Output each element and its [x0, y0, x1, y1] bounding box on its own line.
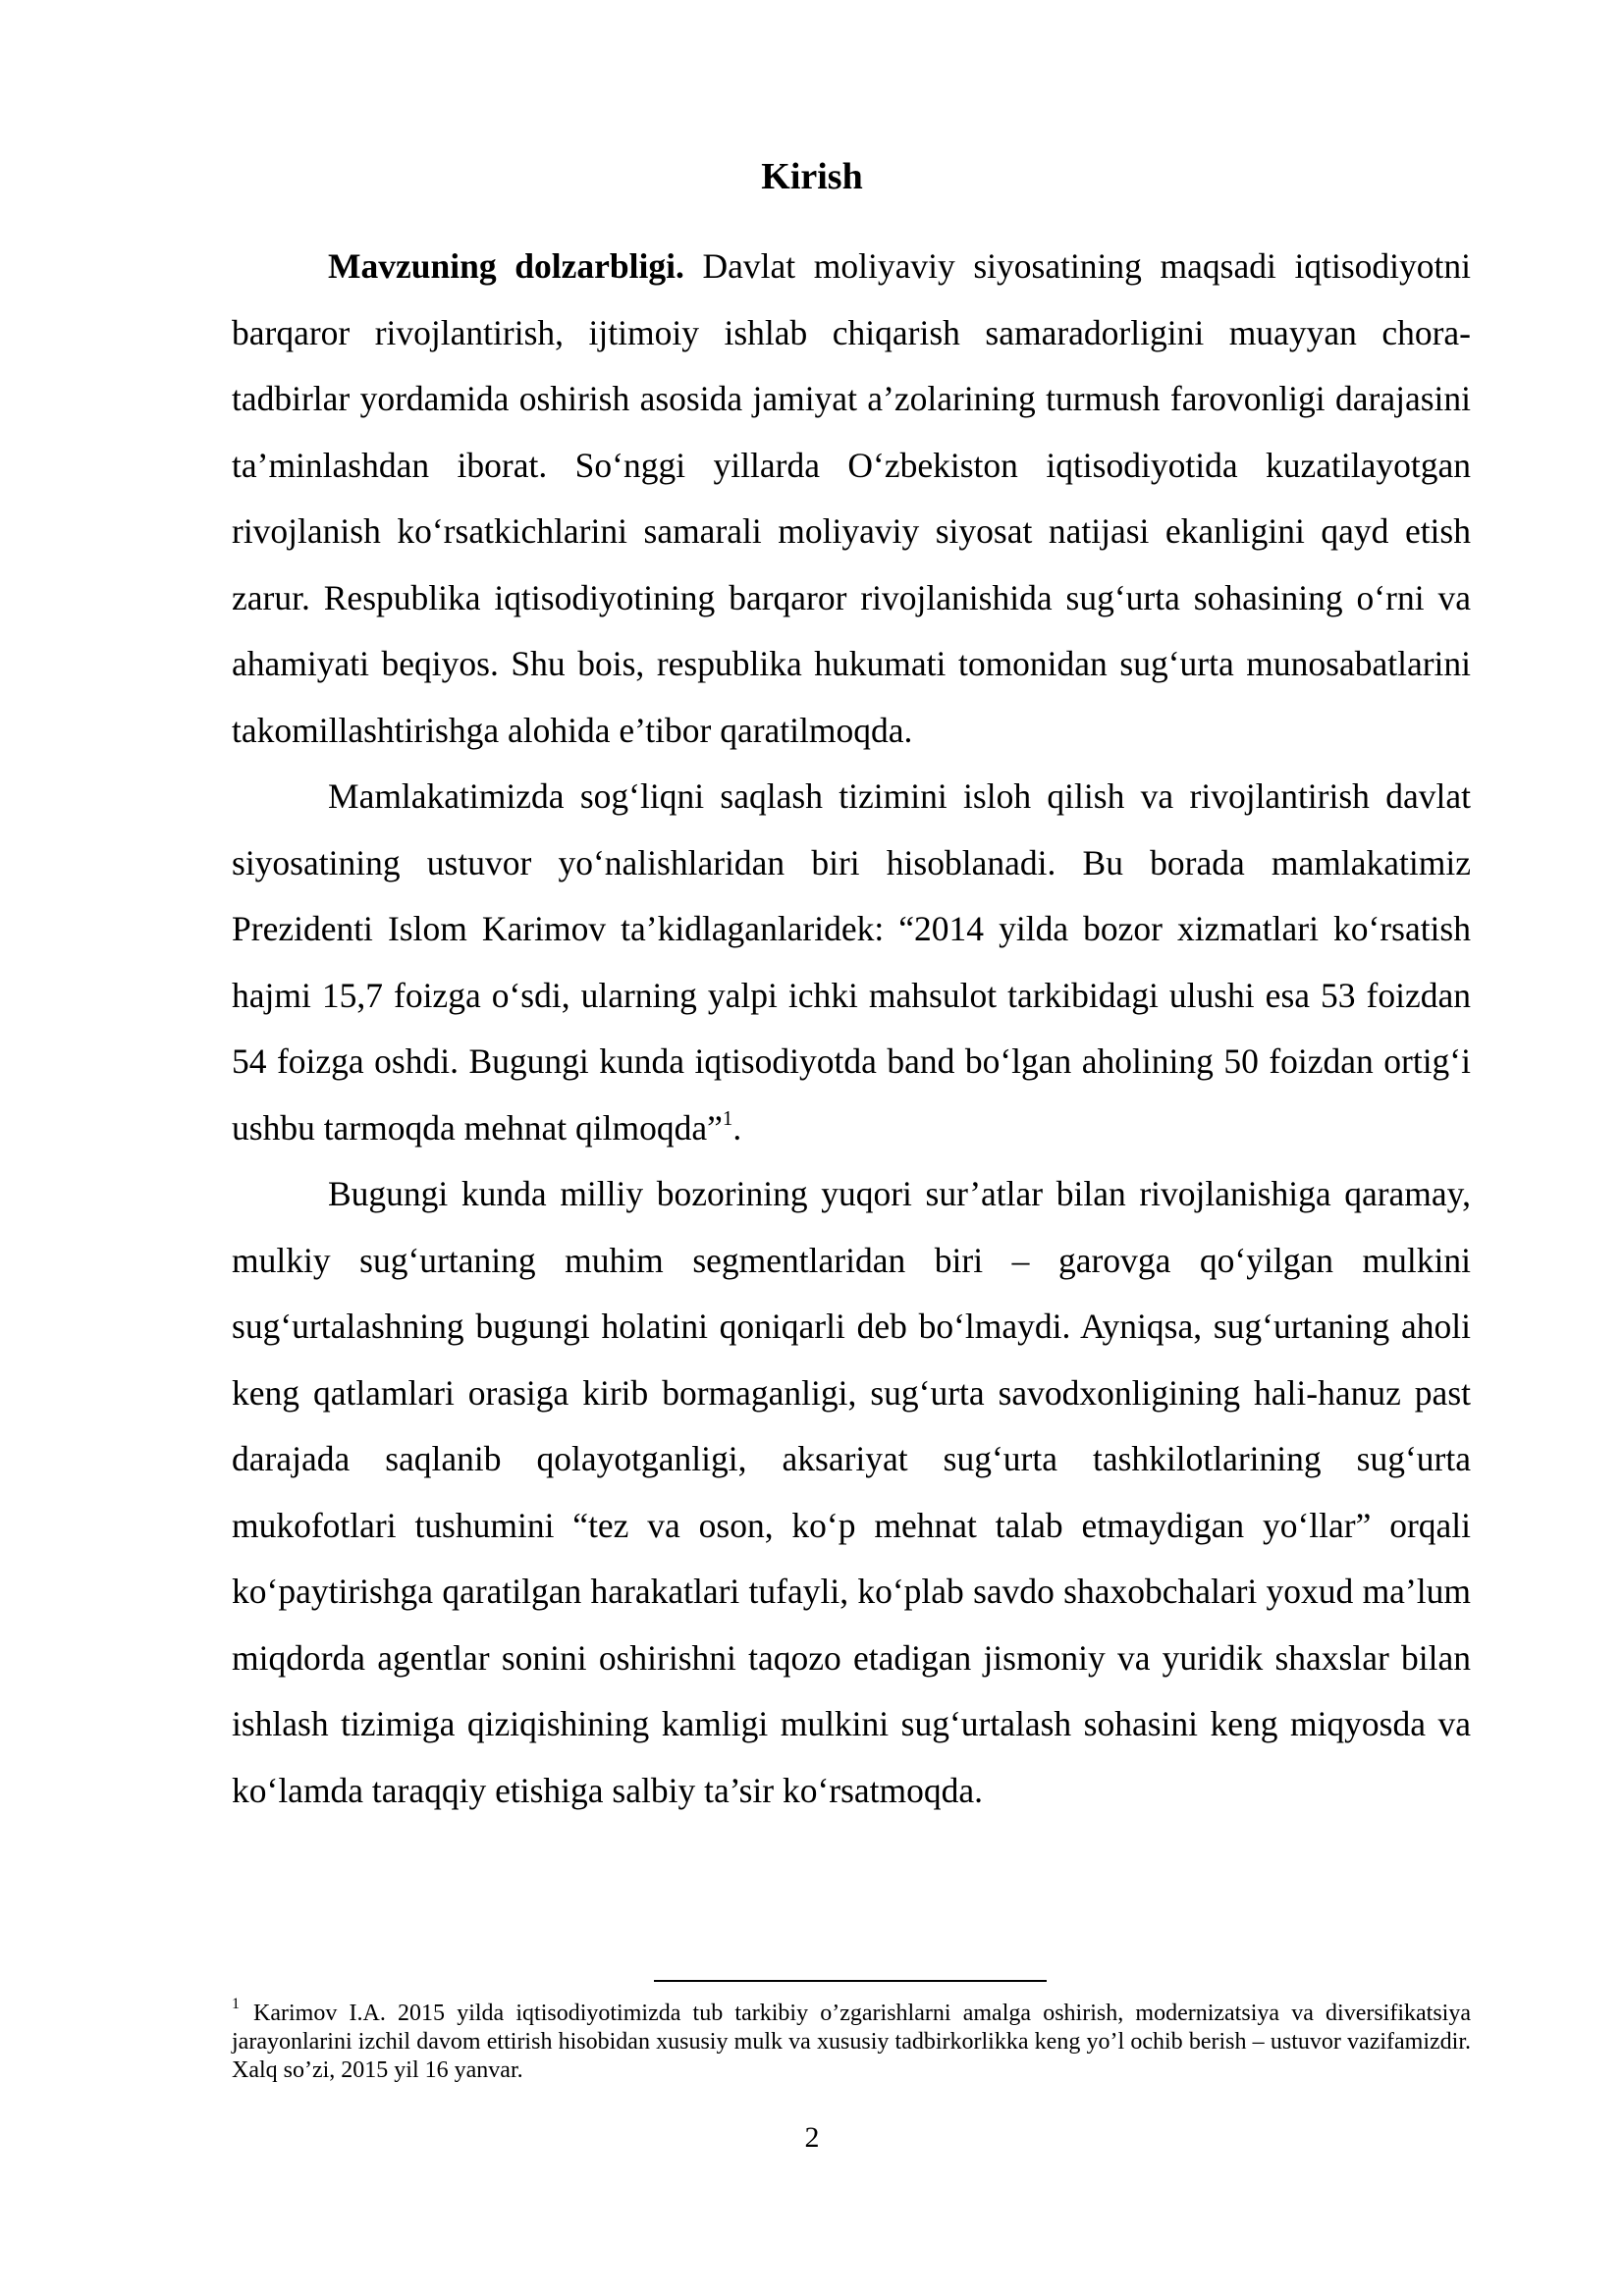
- page-number: 2: [804, 2121, 820, 2154]
- footnote: [232, 1996, 1471, 2085]
- paragraph-lead-heading: Mavzuning dolzarbligi.: [328, 246, 684, 286]
- paragraph-text: Mamlakatimizda sog‘liqni saqlash tizimini isloh qilish va rivojlantirish davlat siyosatining ustuvor yo‘nalishlaridan biri hisoblanadi. Bu borada mamlakatimiz Prezidenti Islom Karimov ta’kidlaganlaridek: “2014 yilda bozor xizmatlari ko‘rsatish hajmi 15,7 foizga o‘sdi, ularning yalpi ichki mahsulot tarkibidagi ulushi esa 53 foizdan 54 foizga oshdi. Bugungi kunda iqtisodiyotda band bo‘lgan aholining 50 foizdan ortig‘i ushbu tarmoqda mehnat qilmoqda”: [232, 776, 1471, 1148]
- footnote-separator: [654, 1980, 1047, 1982]
- paragraph-text: Bugungi kunda milliy bozorining yuqori sur’atlar bilan rivojlanishiga qaramay, mulkiy sug‘urtaning muhim segmentlaridan biri – garovga qo‘yilgan mulkini sug‘urtalashning bugungi holatini qoniqarli deb bo‘lmaydi. Ayniqsa, sug‘urtaning aholi keng qatlamlari orasiga kirib bormaganligi, sug‘urta savodxonligining hali-hanuz past darajada saqlanib qolayotganligi, aksariyat sug‘urta tashkilotlarining sug‘urta mukofotlari tushumini “tez va oson, ko‘p mehnat talab etmaydigan yo‘llar” orqali ko‘paytirishga qaratilgan harakatlari tufayli, ko‘plab savdo shaxobchalari yoxud ma’lum miqdorda agentlar sonini oshirishni taqozo etadigan jismoniy va yuridik shaxslar bilan ishlash tizimiga qiziqishining kamligi mulkini sug‘urtalash sohasini keng miqyosda va ko‘lamda taraqqiy etishiga salbiy ta’sir ko‘rsatmoqda.: [232, 1174, 1471, 1810]
- footnote-text: Karimov I.A. 2015 yilda iqtisodiyotimizda tub tarkibiy o’zgarishlarni amalga oshirish, modernizatsiya va diversifikatsiya jarayonlarini izchil davom ettirish hisobidan xususiy mulk va xususiy tadbirkorlikka keng yo’l ochib berish – ustuvor vazifamizdir. Xalq so’zi, 2015 yil 16 yanvar.: [232, 2001, 1471, 2083]
- paragraph-relevance: [232, 234, 1471, 764]
- footnote-reference[interactable]: 1: [722, 1105, 733, 1130]
- paragraph-text: Davlat moliyaviy siyosatining maqsadi iqtisodiyotni barqaror rivojlantirish, ijtimoiy ishlab chiqarish samaradorligini muayyan chora-tadbirlar yordamida oshirish asosida jamiyat a’zolarining turmush farovonligi darajasini ta’minlashdan iborat. So‘nggi yillarda O‘zbekiston iqtisodiyotida kuzatilayotgan rivojlanish ko‘rsatkichlarini samarali moliyaviy siyosat natijasi ekanligini qayd etish zarur. Respublika iqtisodiyotining barqaror rivojlanishida sug‘urta sohasining o‘rni va ahamiyati beqiyos. Shu bois, respublika hukumati tomonidan sug‘urta munosabatlarini takomillashtirishga alohida e’tibor qaratilmoqda.: [232, 246, 1471, 750]
- body-text: [232, 234, 1471, 1824]
- paragraph-end-punctuation: .: [732, 1107, 742, 1148]
- page-title: Kirish: [761, 156, 863, 197]
- footnote-marker: 1: [232, 1996, 240, 2012]
- paragraph-healthcare: [232, 764, 1471, 1161]
- paragraph-insurance: [232, 1161, 1471, 1824]
